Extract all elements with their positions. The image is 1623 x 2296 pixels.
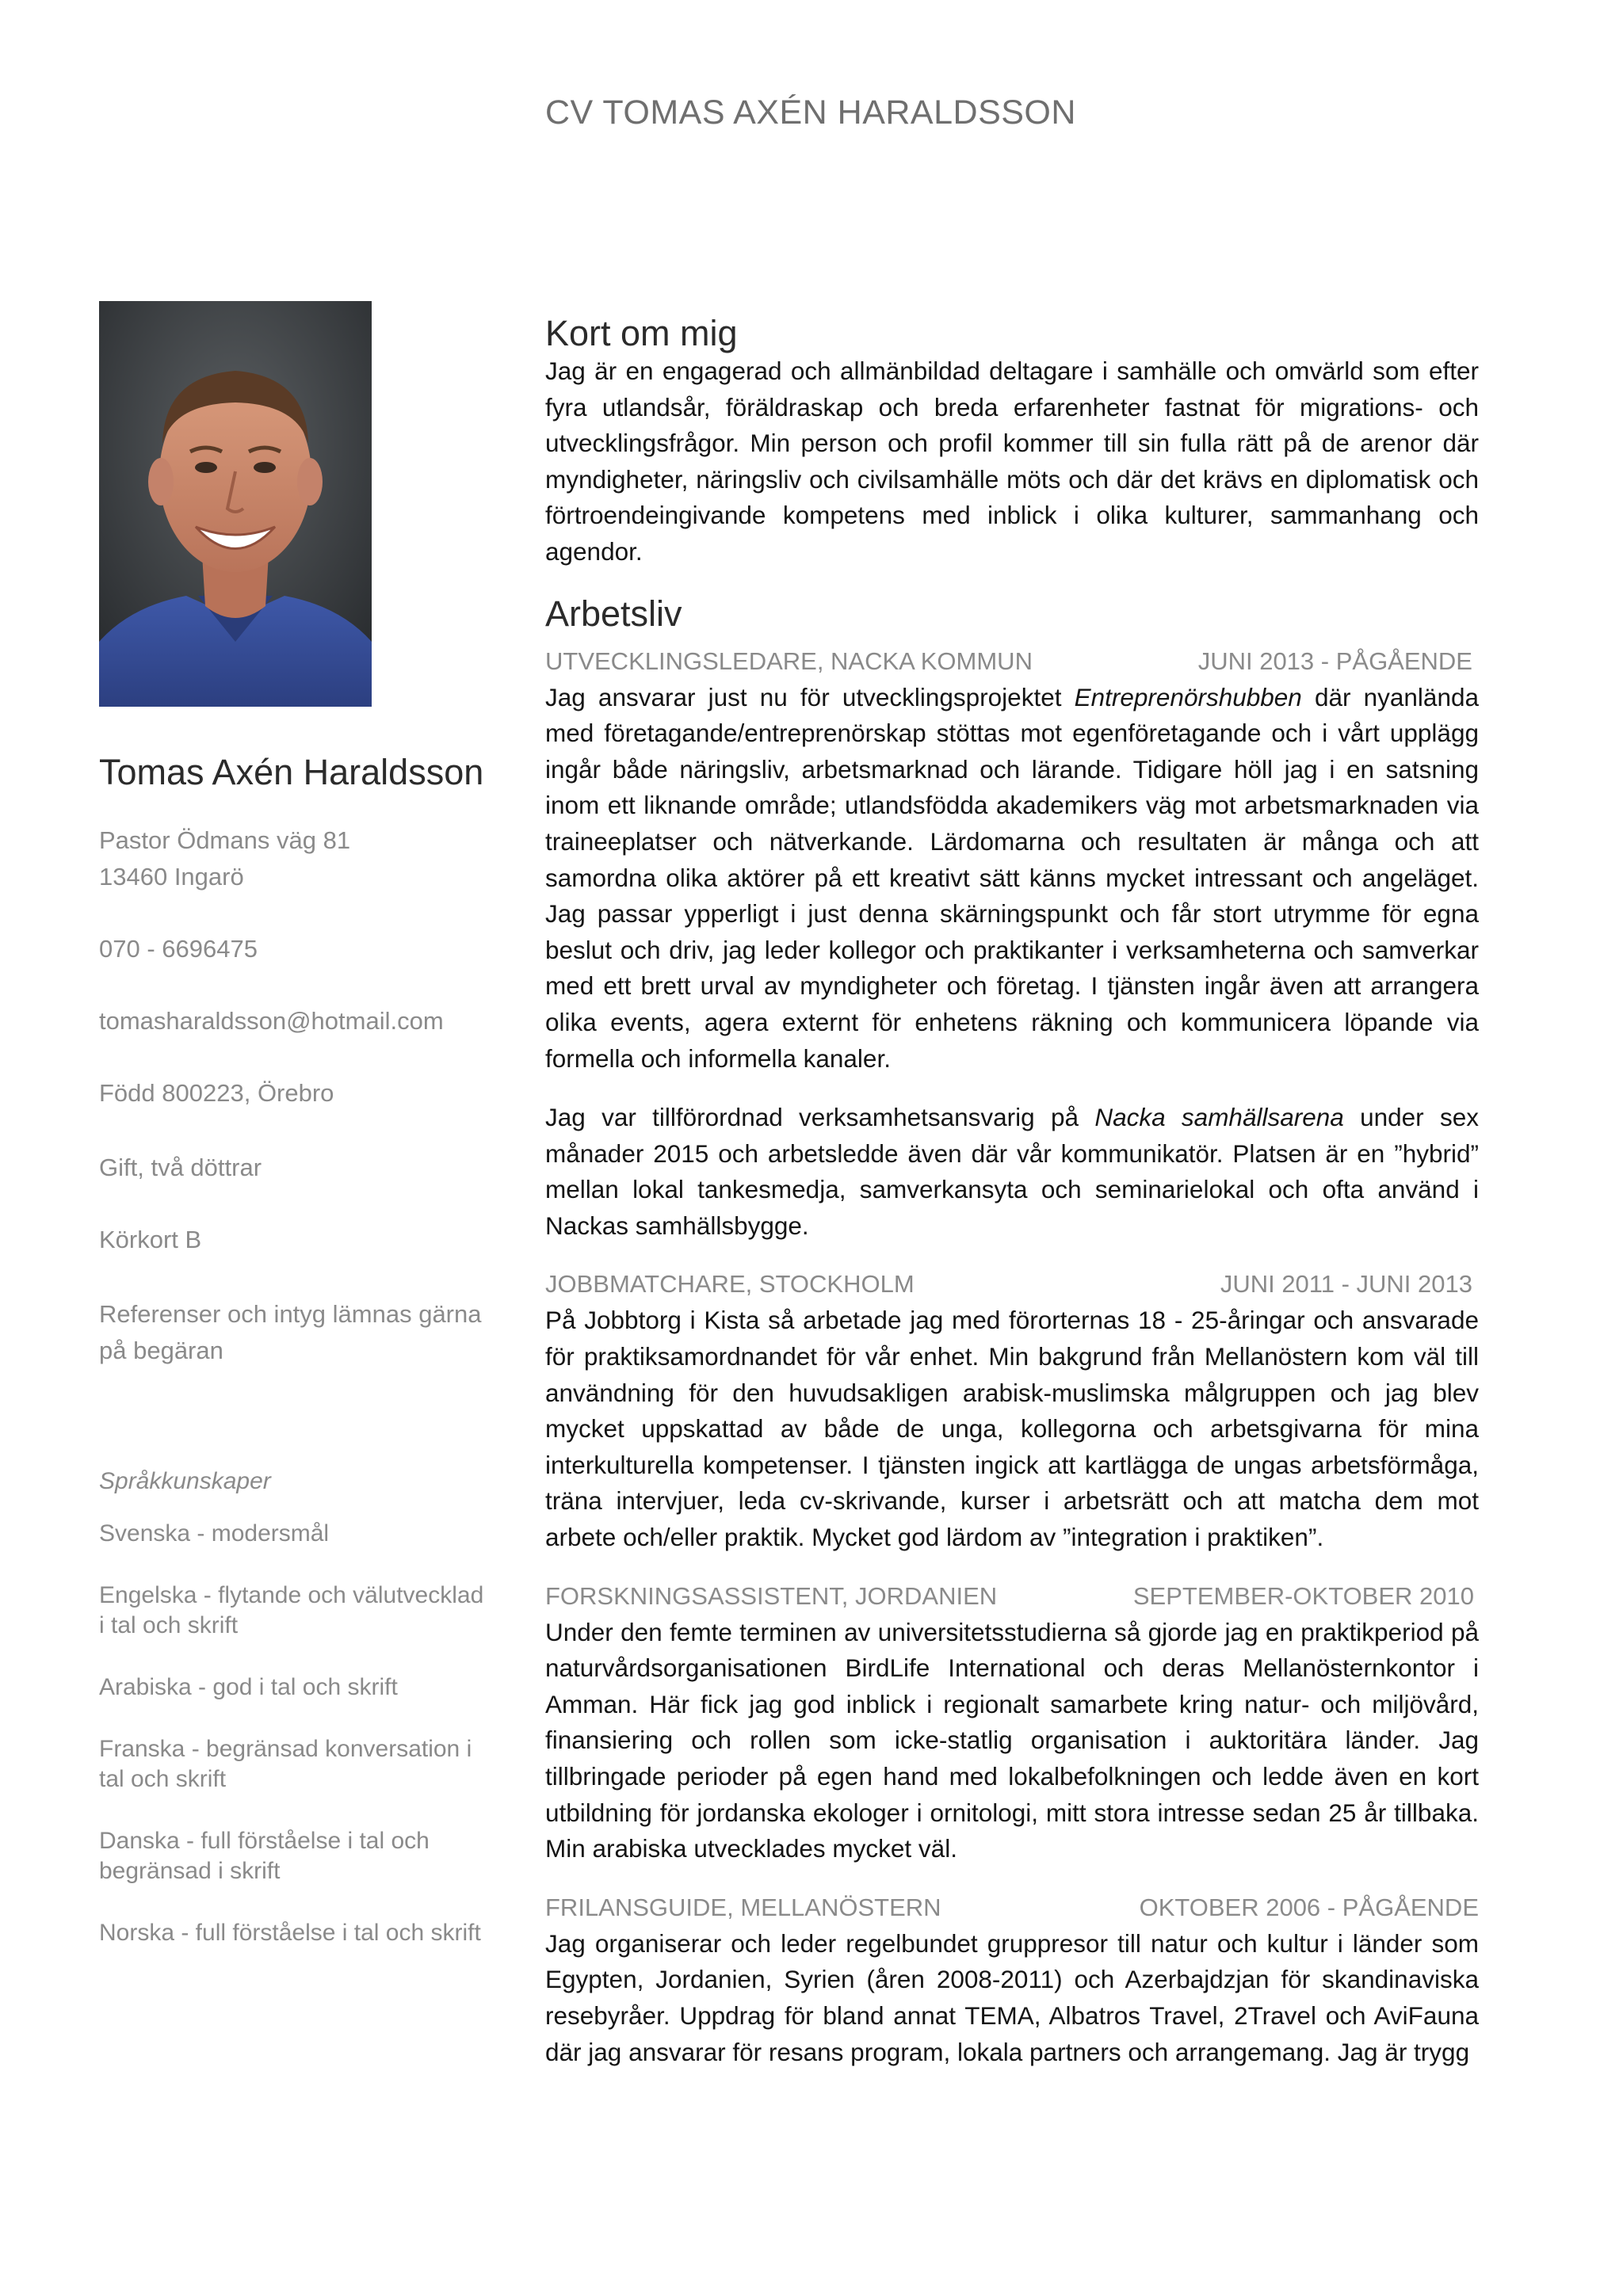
job-title: JOBBMATCHARE, STOCKHOLM <box>545 1270 915 1299</box>
birth-info: Född 800223, Örebro <box>99 1078 334 1107</box>
job-description: Under den femte terminen av universitetsstudierna så gjorde jag en praktikperiod på naturvårdsorganisationen BirdLife International och deras Mellanösternkontor i Amman. Här fick jag god inblick i regionalt samarbete kring natur- och miljövård, finansiering och rollen som icke-statlig organisation i auktoritära länder. Jag tillbringade perioder på egen hand med lokalbefolkningen och ledde även en kort utbildning för jordanska ekologer i ornitologi, mitt stora intresse sedan 25 år tillbaka. Min arabiska utvecklades mycket väl. <box>545 1617 1479 1863</box>
languages-list <box>99 1519 495 1948</box>
family-info: Gift, två döttrar <box>99 1153 262 1181</box>
job-entry <box>545 1890 1479 2070</box>
job-description: Jag organiserar och leder regelbundet gruppresor till natur och kultur i länder som Egypten, Jordanien, Syrien (åren 2008-2011) och Azerbajdzjan för skandinaviska resebyråer. Uppdrag för bland annat TEMA, Albatros Travel, 2Travel och AviFauna där jag ansvarar för resans program, lokala partners och arrangemang. Jag är trygg <box>545 1928 1479 2066</box>
contact-info <box>99 822 495 1369</box>
job-description <box>545 1100 1479 1244</box>
job-title: FORSKNINGSASSISTENT, JORDANIEN <box>545 1581 998 1610</box>
email-address: tomasharaldsson@hotmail.com <box>99 1006 444 1035</box>
phone-number: 070 - 6696475 <box>99 934 258 963</box>
language-item: Engelska - flytande och välutvecklad i tal och skrift <box>99 1581 484 1638</box>
job-description <box>545 680 1479 1077</box>
main-content <box>545 314 1479 2070</box>
profile-photo <box>99 301 372 707</box>
job-date: JUNI 2011 - JUNI 2013 <box>1220 1270 1472 1299</box>
job-header <box>545 1890 1479 1926</box>
document-title: CV TOMAS AXÉN HARALDSSON <box>545 93 1076 132</box>
language-item: Arabiska - god i tal och skrift <box>99 1673 398 1700</box>
job-entry <box>545 643 1479 1245</box>
language-item: Svenska - modersmål <box>99 1520 330 1547</box>
job-header <box>545 1578 1479 1615</box>
job-header <box>545 1266 1479 1302</box>
work-heading: Arbetsliv <box>545 593 682 634</box>
job-text-part: Jag ansvarar just nu för utvecklingsprojektet <box>545 682 1075 711</box>
languages-heading: Språkkunskaper <box>99 1467 271 1494</box>
job-date: OKTOBER 2006 - PÅGÅENDE <box>1139 1893 1479 1921</box>
language-item: Franska - begränsad konversation i tal och skrift <box>99 1735 472 1792</box>
project-name: Entreprenörshubben <box>1074 682 1302 711</box>
about-section <box>545 314 1479 570</box>
person-name: Tomas Axén Haraldsson <box>99 752 484 792</box>
about-text: Jag är en engagerad och allmänbildad deltagare i samhälle och omvärld som efter fyra utlandsår, föräldraskap och breda erfarenheter fastnat för migrations- och utvecklingsfrågor. Min person och profil kommer till sin fulla rätt på de arenor där myndigheter, näringsliv och civilsamhälle möts och där det krävs en diplomatisk och förtroendeingivande kompetens med inblick i olika kulturer, sammanhang och agendor. <box>545 357 1479 566</box>
job-entry <box>545 1266 1479 1555</box>
language-item: Norska - full förståelse i tal och skrift <box>99 1919 481 1946</box>
address-line-1: Pastor Ödmans väg 81 <box>99 826 351 854</box>
job-text-part: där nyanlända med företagande/entreprenörskap stöttas mot egenföretagande och i vårt upplägg ingår både näringsliv, arbetsmarknad och lärande. Tidigare höll jag i en satsning inom ett liknande område; utlandsfödda akademikers väg mot arbetsmarknaden via traineeplatser och nätverkande. Lärdomarna och resultaten är många och att samordna olika aktörer på ett kreativt sätt känns mycket intressant och angeläget. Jag passar ypperligt i just denna skärningspunkt och får stort utrymme för egna beslut och driv, jag leder kollegor och praktikanter i verksamheterna och samverkar med ett brett urval av myndigheter och företag. I tjänsten ingår även att arrangera olika events, agera externt för enhetens räkning och kommunicera löpande via formella och informella kanaler. <box>545 682 1480 1073</box>
job-header <box>545 643 1479 680</box>
references-note: Referenser och intyg lämnas gärna på begäran <box>99 1299 482 1364</box>
portrait-illustration <box>99 301 372 707</box>
work-section <box>545 594 1479 2071</box>
about-heading: Kort om mig <box>545 313 738 353</box>
venue-name: Nacka samhällsarena <box>1094 1103 1344 1132</box>
job-date: SEPTEMBER-OKTOBER 2010 <box>1132 1581 1474 1610</box>
job-description: På Jobbtorg i Kista så arbetade jag med förorternas 18 - 25-åringar och ansvarade för praktiksamordnandet för vår enhet. Min bakgrund från Mellanöstern kom väl till användning för den huvudsakligen arabisk-muslimska målgruppen och jag blev mycket uppskattad av både de unga, kollegorna och arbetsgivarna för mina interkulturella kompetenser. I tjänsten ingick att kartlägga de ungas arbetsförmåga, träna intervjuer, leda cv-skrivande, kurser i arbetsrätt och att matcha dem mot arbete och/eller praktik. Mycket god lärdom av ”integration i praktiken”. <box>545 1306 1479 1552</box>
job-title: UTVECKLINGSLEDARE, NACKA KOMMUN <box>545 646 1033 675</box>
job-text-part: under sex månader 2015 och arbetsledde även där vår kommunikatör. Platsen är en ”hybrid” mellan lokal tankesmedja, samverkansyta och seminarielokal och ofta använd i Nackas samhällsbygge. <box>545 1103 1479 1240</box>
sidebar <box>99 301 495 1980</box>
job-title: FRILANSGUIDE, MELLANÖSTERN <box>545 1893 941 1921</box>
language-item: Danska - full förståelse i tal och begränsad i skrift <box>99 1827 430 1884</box>
address-line-2: 13460 Ingarö <box>99 862 244 891</box>
license-info: Körkort B <box>99 1225 202 1253</box>
job-entry <box>545 1578 1479 1867</box>
job-date: JUNI 2013 - PÅGÅENDE <box>1197 646 1472 675</box>
job-text-part: Jag var tillförordnad verksamhetsansvarig på <box>545 1103 1095 1132</box>
